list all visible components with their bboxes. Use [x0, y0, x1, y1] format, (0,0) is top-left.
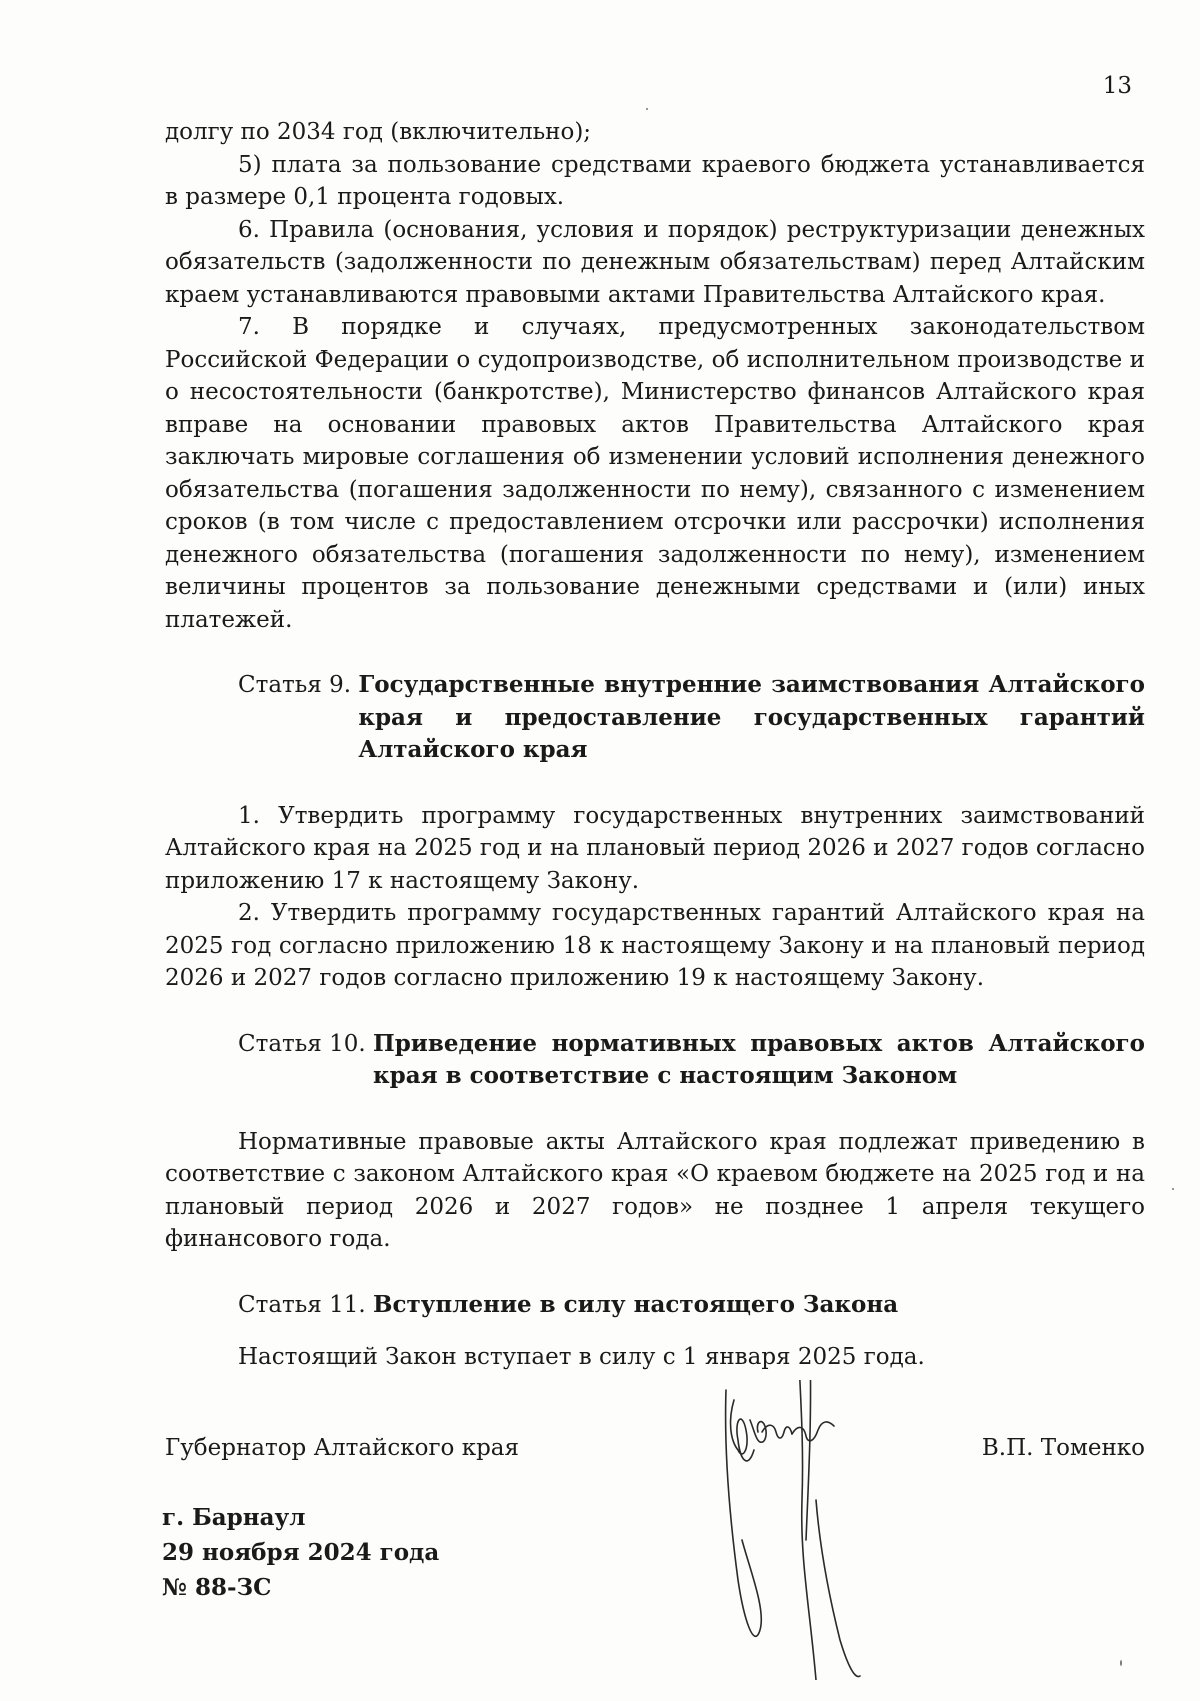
paragraph: 6. Правила (основания, условия и порядок) реструктуризации денежных обязательств (задолженности по денежным обязательствам) перед Алтайским краем устанавливаются правовыми актами Правительства Алтайского края. [165, 216, 1145, 308]
city: г. Барнаул [162, 1504, 306, 1531]
signature-block [165, 1432, 1145, 1472]
date: 29 ноября 2024 года [162, 1539, 440, 1566]
paragraph: 1. Утвердить программу государственных внутренних заимствований Алтайского края на 2025 год и на плановый период 2026 и 2027 годов согласно приложению 17 к настоящему Закону. [165, 802, 1145, 894]
paragraph: Настоящий Закон вступает в силу с 1 января 2025 года. [238, 1344, 925, 1370]
page-number: 13 [1102, 73, 1132, 99]
article-11-heading [238, 1289, 1145, 1322]
paragraph: 5) плата за пользование средствами краевого бюджета устанавливается в размере 0,1 процента годовых. [165, 151, 1145, 210]
law-number: № 88-ЗС [162, 1574, 272, 1601]
scan-speck [1172, 1188, 1174, 1190]
signer-name: В.П. Томенко [981, 1435, 1145, 1461]
article-number: Статья 9. [238, 672, 359, 698]
paragraph: 2. Утвердить программу государственных гарантий Алтайского края на 2025 год согласно приложению 18 к настоящему Закону и на плановый период 2026 и 2027 годов согласно приложению 19 к настоящему Закону. [165, 900, 1145, 991]
scan-speck [1120, 1660, 1122, 1666]
paragraph: долгу по 2034 год (включительно); [165, 119, 592, 145]
document-body [165, 116, 1145, 1374]
handwritten-signature [720, 1380, 900, 1680]
article-title: Приведение нормативных правовых актов Алтайского края в соответствие с настоящим Законом [373, 1029, 1145, 1089]
article-number: Статья 11. [238, 1291, 373, 1318]
paragraph: 7. В порядке и случаях, предусмотренных законодательством Российской Федерации о судопроизводстве, об исполнительном производстве и о несостоятельности (банкротстве), Министерство финансов Алтайского края вправе на основании правовых актов Правительства Алтайского края заключать мировые соглашения об изменении условий исполнения денежного обязательства (погашения задолженности по нему), связанного с изменением сроков (в том числе с предоставлением отсрочки или рассрочки) исполнения денежного обязательства (погашения задолженности по нему), изменением величины процентов за пользование денежными средствами и (или) иных платежей. [165, 314, 1145, 633]
article-title: Вступление в силу настоящего Закона [373, 1290, 899, 1318]
article-9-heading [238, 669, 1145, 767]
place-date-block [162, 1500, 439, 1605]
article-number: Статья 10. [238, 1030, 373, 1057]
signer-role: Губернатор Алтайского края [165, 1435, 520, 1461]
article-10-heading [238, 1028, 1145, 1093]
paragraph: Нормативные правовые акты Алтайского края подлежат приведению в соответствие с законом Алтайского края «О краевом бюджете на 2025 год и на плановый период 2026 и 2027 годов» не позднее 1 апреля текущего финансового года. [165, 1128, 1145, 1252]
article-title: Государственные внутренние заимствования Алтайского края и предоставление государственных гарантий Алтайского края [358, 671, 1145, 763]
scan-speck [646, 108, 648, 110]
